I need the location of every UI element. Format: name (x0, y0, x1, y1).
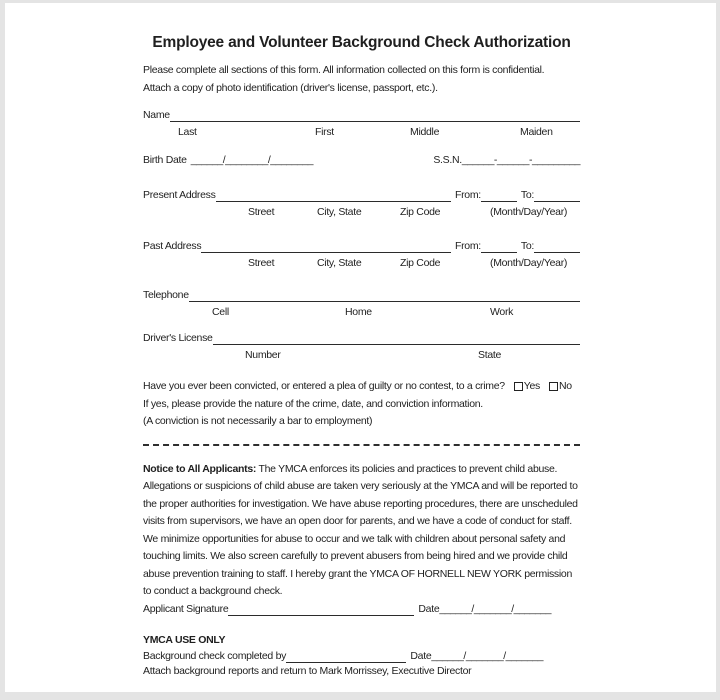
form-content (143, 3, 580, 681)
name-sublabel-maiden: Maiden (520, 126, 553, 138)
conviction-note: (A conviction is not necessarily a bar to employment) (143, 415, 373, 427)
birth-date-field[interactable]: ______/________/________ (190, 154, 313, 166)
present-address-row (143, 188, 580, 202)
conviction-question-row (143, 378, 580, 396)
past-sublabel-street: Street (248, 257, 275, 269)
conviction-question: Have you ever been convicted, or entered a plea of guilty or no contest, to a crime? (143, 380, 505, 392)
present-sublabel-city: City, State (317, 206, 362, 218)
yes-checkbox-icon[interactable] (514, 382, 523, 391)
signature-date-field[interactable]: ______/_______/_______ (439, 602, 551, 615)
birth-date-label: Birth Date (143, 154, 187, 166)
ssn-label: S.S.N. (433, 154, 462, 166)
instruction-line-2: Attach a copy of photo identification (driver's license, passport, etc.). (143, 81, 438, 94)
telephone-sublabels (143, 302, 580, 318)
past-to-label: To: (520, 240, 534, 252)
name-label: Name (143, 109, 170, 121)
drivers-license-field[interactable] (213, 333, 580, 345)
telephone-sublabel-cell: Cell (212, 306, 229, 318)
drivers-license-row (143, 331, 580, 345)
conviction-details-line[interactable] (143, 444, 580, 446)
license-sublabel-state: State (478, 349, 502, 361)
instruction-line-1: Please complete all sections of this form. All information collected on this form is confidential. (143, 64, 545, 76)
past-sublabel-mdy: (Month/Day/Year) (490, 257, 568, 269)
office-use-heading: YMCA USE ONLY (143, 633, 226, 646)
drivers-license-sublabels (143, 345, 580, 361)
name-sublabel-first: First (315, 126, 334, 138)
form-instructions (143, 62, 580, 97)
applicant-signature-label: Applicant Signature (143, 602, 229, 615)
past-address-sublabels (143, 253, 580, 269)
notice-lead: Notice to All Applicants: (143, 462, 257, 475)
birth-ssn-row (143, 153, 580, 167)
conviction-if-yes: If yes, please provide the nature of the crime, date, and conviction information. (143, 397, 483, 410)
past-address-label: Past Address (143, 240, 202, 252)
office-date-label: Date (410, 650, 432, 662)
yes-label[interactable]: Yes (523, 380, 541, 392)
present-sublabel-street: Street (248, 206, 275, 218)
document-page (5, 3, 716, 692)
past-from-label: From: (454, 240, 481, 252)
completed-by-field[interactable] (286, 651, 406, 663)
past-from-field[interactable] (481, 241, 517, 253)
past-to-field[interactable] (534, 241, 580, 253)
name-sublabels (143, 122, 580, 138)
license-sublabel-number: Number (245, 349, 281, 361)
applicant-signature-row (143, 602, 551, 616)
name-row (143, 108, 580, 122)
completed-by-label: Background check completed by (143, 650, 287, 662)
past-address-row (143, 239, 580, 253)
completed-by-row (143, 649, 543, 663)
telephone-field[interactable] (189, 290, 580, 302)
applicant-signature-field[interactable] (228, 604, 414, 616)
present-to-label: To: (520, 189, 534, 201)
name-sublabel-last: Last (178, 126, 197, 138)
notice-paragraph (143, 461, 580, 601)
signature-date-label: Date (418, 602, 440, 615)
ssn-field[interactable]: ______-______-_________ (461, 154, 580, 166)
telephone-label: Telephone (143, 289, 189, 301)
past-sublabel-zip: Zip Code (400, 257, 441, 269)
present-address-field[interactable] (216, 190, 451, 202)
telephone-sublabel-work: Work (490, 306, 514, 318)
office-date-field[interactable]: ______/_______/_______ (431, 650, 543, 662)
present-address-label: Present Address (143, 189, 216, 201)
name-field[interactable] (170, 110, 580, 122)
no-label[interactable]: No (559, 380, 572, 392)
notice-body: The YMCA enforces its policies and practices to prevent child abuse. Allegations or suspicions of child abuse are taken very seriously at the YMCA and will be reported to the proper authorities for investigation. We have abuse reporting procedures, there are unscheduled visits from supervisors, we have an open door for parents, and we have a code of conduct for staff. We minimize opportunities for abuse to occur and we talk with children about personal safety and touching limits. We also screen carefully to prevent abusers from being hired and we provide child abuse prevention training to staff. I hereby grant the YMCA OF HORNELL NEW YORK permission to conduct a background check. (143, 462, 578, 597)
past-address-field[interactable] (201, 241, 451, 253)
telephone-sublabel-home: Home (345, 306, 372, 318)
present-from-label: From: (454, 189, 481, 201)
present-from-field[interactable] (481, 190, 517, 202)
return-note: Attach background reports and return to Mark Morrissey, Executive Director (143, 665, 472, 677)
telephone-row (143, 288, 580, 302)
drivers-license-label: Driver's License (143, 332, 213, 344)
name-sublabel-middle: Middle (410, 126, 440, 138)
present-address-sublabels (143, 202, 580, 218)
no-checkbox-icon[interactable] (549, 382, 558, 391)
present-to-field[interactable] (534, 190, 580, 202)
present-sublabel-zip: Zip Code (400, 206, 441, 218)
present-sublabel-mdy: (Month/Day/Year) (490, 206, 568, 218)
past-sublabel-city: City, State (317, 257, 362, 269)
form-title: Employee and Volunteer Background Check Authorization (152, 34, 571, 51)
